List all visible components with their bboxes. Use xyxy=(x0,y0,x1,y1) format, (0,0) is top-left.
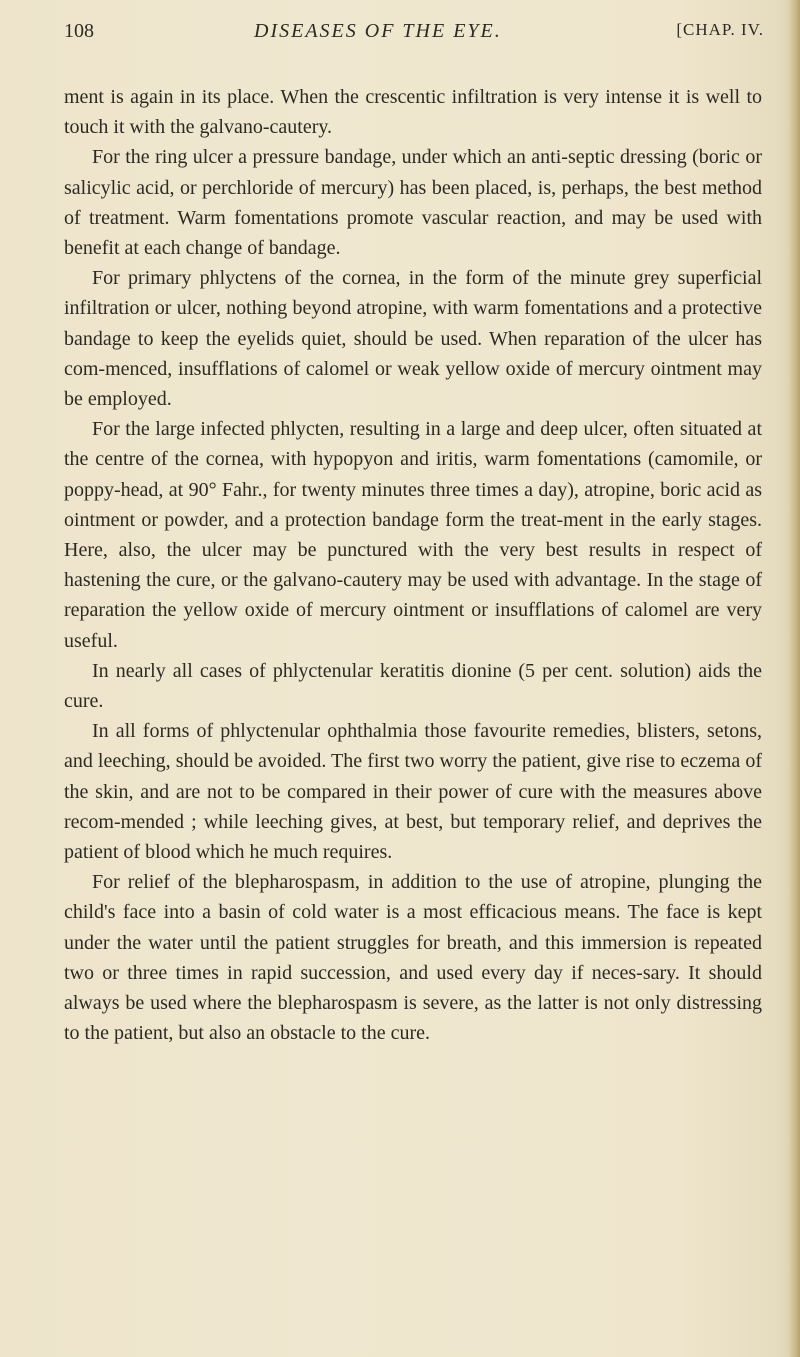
paragraph-infected-phlycten: For the large infected phlycten, resulting in a large and deep ulcer, often situated at the centre of the cornea, with hypopyon and iritis, warm fomentations (camomile, or poppy-head, at 90° Fahr., for twenty minutes three times a day), atropine, boric acid as ointment or powder, and a protection bandage form the treat-ment in the early stages. Here, also, the ulcer may be punctured with the very best results in respect of hastening the cure, or the galvano-cautery may be used with advantage. In the stage of reparation the yellow oxide of mercury ointment or insufflations of calomel are very useful. xyxy=(64,418,762,652)
paragraph-continuation: ment is again in its place. When the crescentic infiltration is very intense it is well to touch it with the galvano-cautery. xyxy=(64,86,762,139)
page-header xyxy=(64,20,764,52)
paragraph-blepharospasm: For relief of the blepharospasm, in addition to the use of atropine, plunging the child's face into a basin of cold water is a most efficacious means. The face is kept under the water until the patient struggles for breath, and this immersion is repeated two or three times in rapid succession, and used every day if neces-sary. It should always be used where the blepharospasm is severe, as the latter is not only distressing to the patient, but also an obstacle to the cure. xyxy=(64,871,762,1045)
paragraph-dionine: In nearly all cases of phlyctenular keratitis dionine (5 per cent. solution) aids the cure. xyxy=(64,659,762,713)
page-edge-shadow xyxy=(788,0,800,1357)
page-number: 108 xyxy=(64,20,94,42)
body-text xyxy=(64,82,762,1049)
chapter-reference: [CHAP. IV. xyxy=(676,20,764,39)
paragraph-primary-phlyctens: For primary phlyctens of the cornea, in the form of the minute grey superficial infiltration or ulcer, nothing beyond atropine, with warm fomentations and a protective bandage to keep the eyelids quiet, should be used. When reparation of the ulcer has com-menced, insufflations of calomel or weak yellow oxide of mercury ointment may be employed. xyxy=(64,267,762,411)
running-title: DISEASES OF THE EYE. xyxy=(254,20,502,42)
paragraph-ring-ulcer: For the ring ulcer a pressure bandage, under which an anti-septic dressing (boric or salicylic acid, or perchloride of mercury) has been placed, is, perhaps, the best method of treatment. Warm fomentations promote vascular reaction, and may be used with benefit at each change of bandage. xyxy=(64,146,762,260)
paragraph-remedies-to-avoid: In all forms of phlyctenular ophthalmia those favourite remedies, blisters, setons, and leeching, should be avoided. The first two worry the patient, give rise to eczema of the skin, and are not to be compared in their power of cure with the measures above recom-mended ; while leeching gives, at best, but temporary relief, and deprives the patient of blood which he much requires. xyxy=(64,720,762,864)
